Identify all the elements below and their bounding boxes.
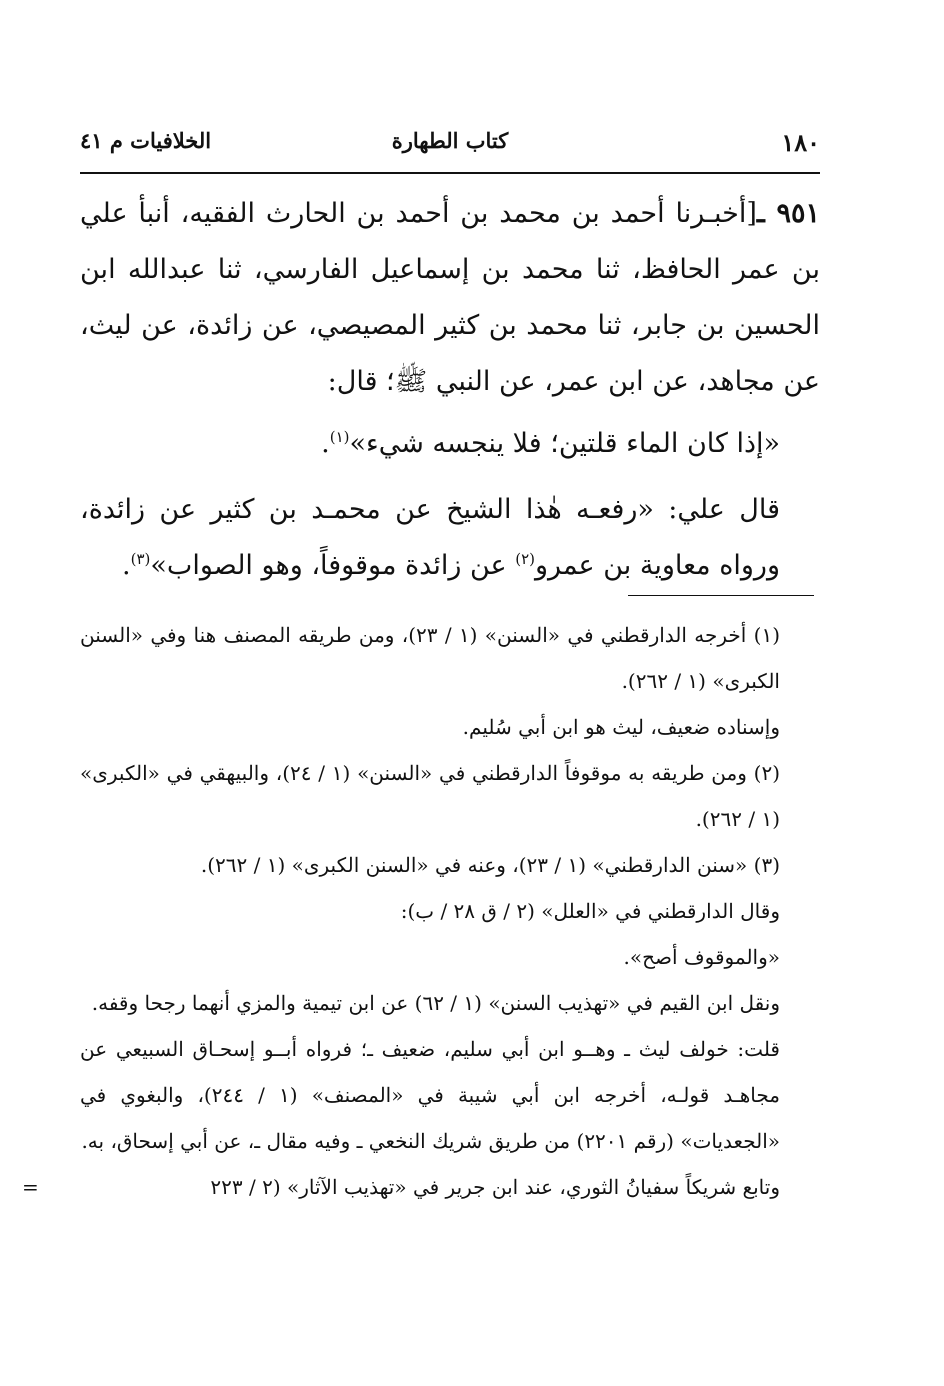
comment-part-1: قال علي: «رفعـه هٰذا الشيخ عن محمـد بن كثير عن زائدة، ورواه معاوية بن عمرو xyxy=(80,494,780,581)
main-text xyxy=(80,186,820,594)
footnote-ref-1: (١) xyxy=(329,428,350,446)
footnote-ref-2: (٢) xyxy=(515,550,536,568)
isnad-text: [أخبـرنا أحمد بن محمد بن أحمد بن الحارث الفقيه، أنبأ علي بن عمر الحافظ، ثنا محمد بن إسماعيل الفارسي، ثنا عبدالله ابن الحسين بن جابر، ثنا محمد بن كثير المصيصي، عن زائدة، عن ليث، عن مجاهد، عن ابن عمر، عن النبي ﷺ؛ قال: xyxy=(80,198,820,397)
footnote-ref-3: (٣) xyxy=(130,550,151,568)
page-number: ١٨٠ xyxy=(781,128,820,157)
footnote-3-ibn-qayyim: ونقل ابن القيم في «تهذيب السنن» (١ / ٦٢) عن ابن تيمية والمزي أنهما رجحا وقفه. xyxy=(91,991,780,1015)
book-section-title: كتاب الطهارة xyxy=(391,128,509,153)
footnote-3-continuation xyxy=(22,1164,820,1210)
ali-comment xyxy=(80,482,820,594)
footnote-3-ilal: وقال الدارقطني في «العلل» (٢ / ق ٢٨ / ب): xyxy=(400,899,780,923)
matn-text: «إذا كان الماء قلتين؛ فلا ينجسه شيء» xyxy=(349,428,780,459)
footnote-divider xyxy=(628,595,814,596)
continuation-mark: = xyxy=(22,1175,39,1199)
footnote-1: (١) أخرجه الدارقطني في «السنن» (١ / ٢٣)، ومن طريقه المصنف هنا وفي «السنن الكبرى» (١ / ٢٦٢). xyxy=(80,623,780,693)
hadith-number: ٩٥١ ـ xyxy=(756,198,820,229)
source-reference: الخلافيات م ٤١ xyxy=(80,128,212,153)
continuation-text: وتابع شريكاً سفيانُ الثوري، عند ابن جرير في «تهذيب الآثار» (٢ / ٢٢٣ xyxy=(210,1175,780,1199)
header-divider xyxy=(80,172,820,174)
running-header xyxy=(80,128,820,168)
hadith-isnad-paragraph xyxy=(80,186,820,410)
footnotes xyxy=(22,612,820,1210)
comment-part-2: عن زائدة موقوفاً، وهو الصواب» xyxy=(150,550,516,581)
hadith-matn: «إذا كان الماء قلتين؛ فلا ينجسه شيء»$^{(١)}$. xyxy=(321,428,780,459)
footnote-1-grading: وإسناده ضعيف، ليث هو ابن أبي سُليم. xyxy=(462,715,780,739)
footnote-3-quote: «والموقوف أصح». xyxy=(623,945,780,969)
footnote-3-comment: قلت: خولف ليث ـ وهــو ابن أبي سليم، ضعيف ـ؛ فرواه أبــو إسحـاق السبيعي عن مجاهـد قولـه، أخرجه ابن أبي شيبة في «المصنف» (١ / ٢٤٤)، والبغوي في «الجعديات» (رقم ٢٢٠١) من طريق شريك النخعي ـ وفيه مقال ـ، عن أبي إسحاق، به. xyxy=(80,1037,781,1153)
comment-end: . xyxy=(122,550,131,581)
footnote-3: (٣) «سنن الدارقطني» (١ / ٢٣)، وعنه في «السنن الكبرى» (١ / ٢٦٢). xyxy=(200,853,780,877)
footnote-2: (٢) ومن طريقه به موقوفاً الدارقطني في «السنن» (١ / ٢٤)، والبيهقي في «الكبرى» (١ / ٢٦٢). xyxy=(80,761,781,831)
